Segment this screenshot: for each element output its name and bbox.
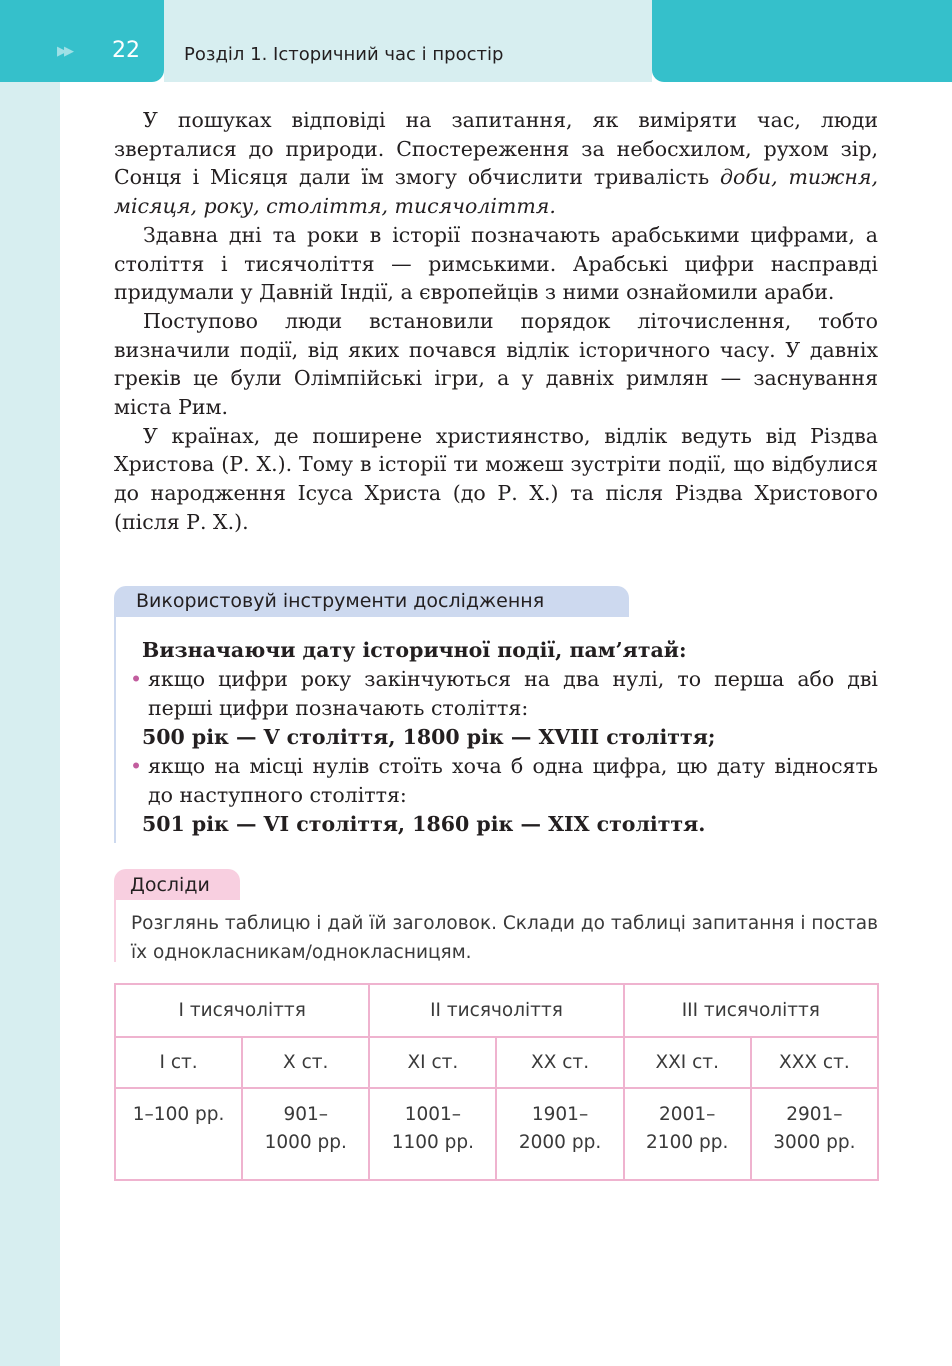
list-item — [130, 665, 878, 723]
tools-section-border — [114, 617, 116, 843]
table-cell — [115, 1088, 242, 1180]
paragraph: У країнах, де поширене християнство, відлік ведуть від Різдва Христова (Р. Х.). Тому в історії ти можеш зустріти події, що відбулися до народження Ісуса Христа (до Р. Х.) та після Різдва Христового (після Р. Х.). — [114, 423, 878, 534]
research-section-title: Досліди — [114, 869, 240, 900]
table-row-millennia — [115, 984, 878, 1037]
list-item-text: якщо на місці нулів стоїть хоча б одна цифра, цю дату відносять до наступного століття: — [148, 754, 878, 807]
side-strip — [0, 0, 60, 1366]
cell-line: 3000 рр. — [773, 1132, 856, 1153]
bullet-icon: • — [130, 667, 143, 691]
example-line: 501 рік — VI століття, 1860 рік — XIX століття. — [142, 812, 706, 836]
page-number: 22 — [112, 38, 140, 63]
table-cell: ХІ ст. — [369, 1037, 496, 1088]
paragraph: Поступово люди встановили порядок літочислення, тобто визначили події, від яких почався відлік історичного часу. У давніх греків це були Олімпійські ігри, а у давніх римлян — заснування міста Рим. — [114, 308, 878, 420]
tools-section-title: Використовуй інструменти дослідження — [114, 586, 629, 617]
paragraph-italic-text: доби, тижня, місяця, року, століття, тисячоліття. — [114, 165, 878, 219]
double-arrow-icon: ▶▶ — [57, 44, 71, 59]
cell-line: 1–100 рр. — [132, 1104, 225, 1125]
table-cell: І ст. — [115, 1037, 242, 1088]
tools-lead: Визначаючи дату історичної події, пам’ятай: — [142, 638, 687, 662]
table-cell — [751, 1088, 878, 1180]
paragraph: Здавна дні та роки в історії позначають арабськими цифрами, а століття і тисячоліття — римськими. Арабські цифри насправді придумали у Давній Індії, а європейців з ними ознайомили араби. — [114, 222, 878, 305]
list-item — [130, 752, 878, 810]
table-cell: Х ст. — [242, 1037, 369, 1088]
table-row-years — [115, 1088, 878, 1180]
table-cell: ІІІ тисячоліття — [624, 984, 878, 1037]
research-section-border — [114, 900, 116, 962]
chapter-label: Розділ 1. — [184, 44, 268, 65]
cell-line: 2001– — [659, 1104, 716, 1125]
cell-line: 1000 рр. — [264, 1132, 347, 1153]
table-cell — [496, 1088, 623, 1180]
header-bar — [164, 0, 652, 82]
paragraph — [114, 106, 878, 221]
cell-line: 1901– — [531, 1104, 589, 1125]
example-line: 500 рік — V століття, 1800 рік — XVIII століття; — [142, 725, 716, 749]
tools-section-body — [130, 636, 878, 839]
chapter-title: Історичний час і простір — [273, 44, 504, 65]
cell-line: 1001– — [404, 1104, 462, 1125]
header-right-block — [652, 0, 952, 82]
table-cell: І тисячоліття — [115, 984, 369, 1037]
research-task-text: Розглянь таблицю і дай їй заголовок. Склади до таблиці запитання і постав їх однокласникам/однокласницям. — [131, 913, 879, 963]
table-cell: ХХ ст. — [496, 1037, 623, 1088]
table-row-centuries — [115, 1037, 878, 1088]
main-text — [114, 106, 878, 537]
paragraph-text: У пошуках відповіді на запитання, як виміряти час, люди зверталися до природи. Спостереження за небосхилом, рухом зір, Сонця і Місяця дали їм змогу обчислити тривалість — [114, 108, 878, 190]
table-cell: ХХІ ст. — [624, 1037, 751, 1088]
table-cell: ІІ тисячоліття — [369, 984, 623, 1037]
table-cell — [369, 1088, 496, 1180]
table-cell — [242, 1088, 369, 1180]
bullet-icon: • — [130, 754, 143, 778]
cell-line: 2901– — [786, 1104, 843, 1125]
chapter-heading — [184, 44, 503, 65]
list-item-text: якщо цифри року закінчуються на два нулі, то перша або дві перші цифри позначають століття: — [148, 667, 878, 720]
cell-line: 2000 рр. — [518, 1132, 602, 1153]
table-cell — [624, 1088, 751, 1180]
centuries-table — [114, 983, 879, 1181]
cell-line: 1100 рр. — [391, 1132, 475, 1153]
table-cell: ХХХ ст. — [751, 1037, 878, 1088]
cell-line: 901– — [283, 1104, 329, 1125]
cell-line: 2100 рр. — [646, 1132, 729, 1153]
